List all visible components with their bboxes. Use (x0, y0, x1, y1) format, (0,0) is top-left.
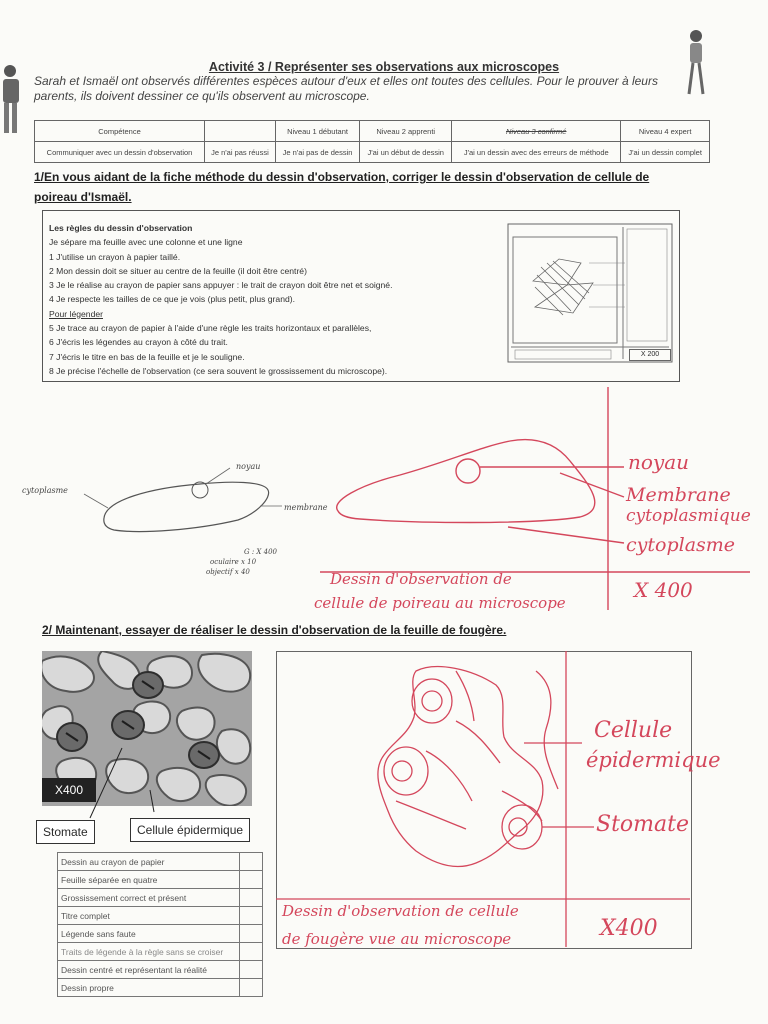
table-row (58, 979, 263, 997)
fern-title-line1: Dessin d'observation de cellule (282, 902, 519, 920)
rule-item: 8 Je précise l'échelle de l'observation (ce sera souvent le grossissement du microscope). (49, 365, 388, 376)
activity-title: Activité 3 / Représenter ses observations aux microscopes (208, 60, 560, 74)
table-row (58, 961, 263, 979)
table-header-cell: Compétence (35, 121, 205, 142)
ismael-label-cytoplasme: cytoplasme (22, 486, 68, 495)
ismael-note: objectif x 40 (206, 568, 250, 576)
table-header-cell: Niveau 3 confirmé (452, 121, 621, 142)
leek-label-membrane: Membrane (626, 484, 731, 506)
student-figure-right (682, 28, 710, 96)
fern-label-cell-line2: épidermique (586, 748, 721, 772)
rules-box (42, 210, 680, 382)
table-row (58, 943, 263, 961)
rule-item: 6 J'écris les légendes au crayon à côté du trait. (49, 337, 228, 348)
table-row (58, 889, 263, 907)
table-row (35, 142, 710, 163)
question-1-line2: poireau d'Ismaël. (34, 190, 132, 204)
leek-title-line2: cellule de poireau au microscope (314, 594, 566, 612)
rules-list (49, 221, 501, 378)
table-cell: J'ai un début de dessin (360, 142, 452, 163)
example-scale: X 200 (629, 349, 671, 361)
checklist-item: Dessin au crayon de papier (58, 853, 240, 871)
table-cell: J'ai un dessin complet (621, 142, 710, 163)
table-header-cell (205, 121, 276, 142)
checklist-checkbox[interactable] (240, 961, 263, 979)
fern-label-stomate: Stomate (596, 812, 689, 837)
epidermal-cell-label: Cellule épidermique (130, 818, 250, 842)
fern-title-line2: de fougère vue au microscope (282, 930, 512, 948)
ismael-label-noyau: noyau (236, 462, 261, 471)
checklist-item: Feuille séparée en quatre (58, 871, 240, 889)
checklist-checkbox[interactable] (240, 925, 263, 943)
competence-table (34, 120, 710, 163)
ismael-label-membrane: membrane (284, 503, 328, 512)
question-2: 2/ Maintenant, essayer de réaliser le dessin d'observation de la feuille de fougère. (42, 623, 507, 637)
leek-label-noyau: noyau (628, 450, 690, 474)
legend-heading: Pour légender (49, 308, 103, 319)
rule-item: 4 Je respecte les tailles de ce que je vois (plus petit, plus grand). (49, 294, 296, 305)
table-header-cell: Niveau 4 expert (621, 121, 710, 142)
checklist-item: Dessin propre (58, 979, 240, 997)
rules-heading: Les règles du dessin d'observation (49, 223, 193, 233)
checklist-item: Dessin centré et représentant la réalité (58, 961, 240, 979)
checklist-checkbox[interactable] (240, 943, 263, 961)
checklist-item: Traits de légende à la règle sans se croiser (58, 943, 240, 961)
leek-label-cytoplasme: cytoplasme (626, 534, 736, 556)
checklist-checkbox[interactable] (240, 853, 263, 871)
rule-item: 1 J'utilise un crayon à papier taillé. (49, 251, 181, 262)
table-row (58, 907, 263, 925)
checklist-checkbox[interactable] (240, 979, 263, 997)
micrograph-pointer-lines (60, 740, 180, 820)
table-row (58, 853, 263, 871)
fern-label-cell-line1: Cellule (594, 718, 673, 743)
rule-item: 3 Je le réalise au crayon de papier sans appuyer : le trait de crayon doit être net et soigné. (49, 280, 393, 291)
table-header-cell: Niveau 2 apprenti (360, 121, 452, 142)
checklist-item: Grossissement correct et présent (58, 889, 240, 907)
rules-intro: Je sépare ma feuille avec une colonne et une ligne (49, 237, 243, 248)
leek-label-cytoplasmique: cytoplasmique (626, 506, 751, 526)
table-cell: J'ai un dessin avec des erreurs de méthode (452, 142, 621, 163)
ismael-note: G : X 400 (244, 548, 277, 556)
table-cell: Je n'ai pas réussi (205, 142, 276, 163)
checklist-table (57, 852, 263, 997)
ismael-leek-drawing (20, 450, 340, 590)
checklist-checkbox[interactable] (240, 907, 263, 925)
leek-scale: X 400 (634, 578, 693, 602)
stomate-label: Stomate (36, 820, 95, 844)
micrograph-magnification: X400 (42, 778, 96, 802)
table-header-cell: Niveau 1 débutant (275, 121, 359, 142)
table-row (58, 871, 263, 889)
example-drawing-thumbnail (507, 223, 673, 363)
table-cell: Je n'ai pas de dessin (275, 142, 359, 163)
checklist-checkbox[interactable] (240, 871, 263, 889)
table-row (58, 925, 263, 943)
fern-scale: X400 (600, 916, 658, 941)
checklist-item: Légende sans faute (58, 925, 240, 943)
rule-item: 2 Mon dessin doit se situer au centre de la feuille (il doit être centré) (49, 265, 307, 276)
student-figure-left (0, 62, 24, 137)
rule-item: 5 Je trace au crayon de papier à l'aide d'une règle les traits horizontaux et parallèles, (49, 323, 372, 334)
leek-title-line1: Dessin d'observation de (330, 570, 512, 588)
activity-intro: Sarah et Ismaël ont observés différentes espèces autour d'eux et elles ont toutes des cellules. Pour le prouver à leurs parents, ils doivent dessiner ce qu'ils observent au microscope. (34, 74, 658, 103)
checklist-checkbox[interactable] (240, 889, 263, 907)
checklist-item: Titre complet (58, 907, 240, 925)
table-row (35, 121, 710, 142)
table-cell: Communiquer avec un dessin d'observation (35, 142, 205, 163)
ismael-note: oculaire x 10 (210, 558, 257, 566)
rule-item: 7 J'écris le titre en bas de la feuille et je le souligne. (49, 351, 245, 362)
question-1-line1: 1/En vous aidant de la fiche méthode du dessin d'observation, corriger le dessin d'observation de cellule de (34, 170, 650, 184)
